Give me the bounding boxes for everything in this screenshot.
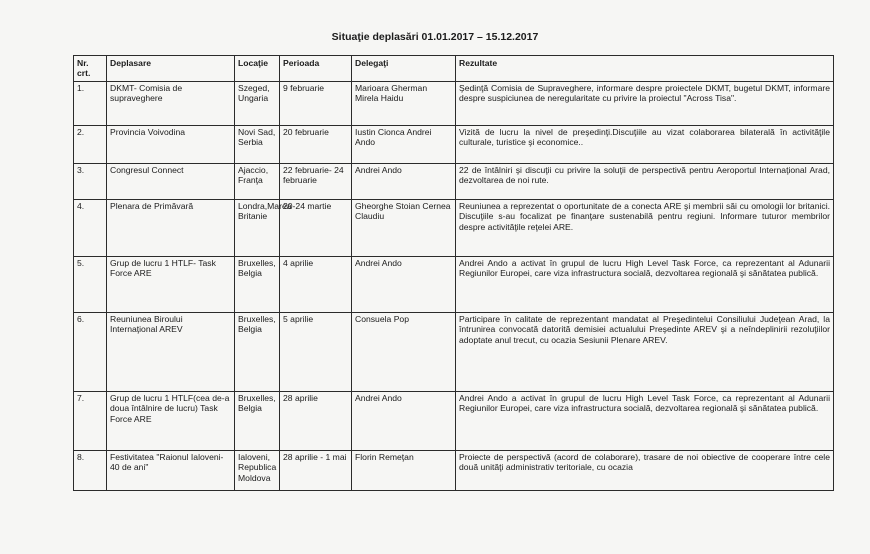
cell-rezultate: Reuniunea a reprezentat o oportunitate de a conecta ARE şi membrii săi cu omologii lor britanici. Discuţiile s-au focalizat pe finanţare sustenabilă pentru regiuni. Informare tuturor membrilor despre activităţile reţelei ARE. bbox=[456, 199, 834, 256]
cell-deplasare: Grup de lucru 1 HTLF(cea de-a doua întâlnire de lucru) Task Force ARE bbox=[107, 391, 235, 450]
table-row bbox=[74, 199, 834, 256]
cell-delegati: Andrei Ando bbox=[352, 391, 456, 450]
cell-rezultate: 22 de întâlniri şi discuţii cu privire la soluţii de perspectivă pentru Aeroportul Internaţional Arad, dezvoltarea de noi rute. bbox=[456, 163, 834, 199]
cell-locatie: Szeged, Ungaria bbox=[235, 81, 280, 125]
cell-nr: 1. bbox=[74, 81, 107, 125]
cell-delegati: Marioara Gherman Mirela Haidu bbox=[352, 81, 456, 125]
header-deplasare: Deplasare bbox=[107, 56, 235, 82]
cell-deplasare: Plenara de Primăvară bbox=[107, 199, 235, 256]
cell-perioada: 5 aprilie bbox=[280, 312, 352, 391]
table-row bbox=[74, 450, 834, 490]
cell-deplasare: Grup de lucru 1 HTLF- Task Force ARE bbox=[107, 256, 235, 312]
cell-deplasare: Festivitatea "Raionul Ialoveni- 40 de ani" bbox=[107, 450, 235, 490]
cell-locatie: Ajaccio, Franţa bbox=[235, 163, 280, 199]
cell-locatie: Bruxelles, Belgia bbox=[235, 256, 280, 312]
cell-perioada: 22 februarie- 24 februarie bbox=[280, 163, 352, 199]
cell-deplasare: Congresul Connect bbox=[107, 163, 235, 199]
table-row bbox=[74, 81, 834, 125]
cell-deplasare: DKMT- Comisia de supraveghere bbox=[107, 81, 235, 125]
cell-delegati: Florin Remeţan bbox=[352, 450, 456, 490]
cell-rezultate: Vizită de lucru la nivel de preşedinţi.Discuţiile au vizat colaborarea bilaterală în activităţile culturale, turistice şi economice.. bbox=[456, 125, 834, 163]
cell-nr: 2. bbox=[74, 125, 107, 163]
cell-delegati: Iustin Cionca Andrei Ando bbox=[352, 125, 456, 163]
cell-locatie: Bruxelles, Belgia bbox=[235, 312, 280, 391]
cell-perioada: 28 aprilie - 1 mai bbox=[280, 450, 352, 490]
cell-locatie: Londra,Marea Britanie bbox=[235, 199, 280, 256]
cell-rezultate: Participare în calitate de reprezentant mandatat al Preşedintelui Consiliului Judeţean Arad, la întrunirea convocată datorită demisiei actualului Preşedinte AREV şi a neîndeplinirii rezoluţiilor adoptate anul trecut, cu ocazia Sesiunii Plenare AREV. bbox=[456, 312, 834, 391]
cell-delegati: Gheorghe Stoian Cernea Claudiu bbox=[352, 199, 456, 256]
cell-delegati: Consuela Pop bbox=[352, 312, 456, 391]
header-delegati: Delegaţi bbox=[352, 56, 456, 82]
cell-rezultate: Andrei Ando a activat în grupul de lucru High Level Task Force, ca reprezentant al Adunarii Regiunilor Europei, care viza infrastructura socială, dezvoltarea regională şi sănătatea publică. bbox=[456, 391, 834, 450]
cell-rezultate: Proiecte de perspectivă (acord de colaborare), trasare de noi obiective de cooperare între cele două unităţi administrativ teritoriale, cu ocazia bbox=[456, 450, 834, 490]
cell-deplasare: Provincia Voivodina bbox=[107, 125, 235, 163]
table-row bbox=[74, 256, 834, 312]
cell-deplasare: Reuniunea Biroului Internaţional AREV bbox=[107, 312, 235, 391]
cell-locatie: Novi Sad, Serbia bbox=[235, 125, 280, 163]
cell-nr: 8. bbox=[74, 450, 107, 490]
cell-delegati: Andrei Ando bbox=[352, 256, 456, 312]
cell-rezultate: Andrei Ando a activat în grupul de lucru High Level Task Force, ca reprezentant al Adunarii Regiunilor Europei, care viza infrastructura socială, dezvoltarea regională şi sănătatea publică. bbox=[456, 256, 834, 312]
cell-perioada: 20 februarie bbox=[280, 125, 352, 163]
header-nr: Nr. crt. bbox=[74, 56, 107, 82]
cell-perioada: 9 februarie bbox=[280, 81, 352, 125]
table-row bbox=[74, 391, 834, 450]
cell-locatie: Ialoveni, Republica Moldova bbox=[235, 450, 280, 490]
table-header-row bbox=[74, 56, 834, 82]
cell-perioada: 28 aprilie bbox=[280, 391, 352, 450]
cell-nr: 5. bbox=[74, 256, 107, 312]
header-rezultate: Rezultate bbox=[456, 56, 834, 82]
cell-perioada: 20-24 martie bbox=[280, 199, 352, 256]
trips-table bbox=[73, 55, 834, 491]
cell-perioada: 4 aprilie bbox=[280, 256, 352, 312]
cell-locatie: Bruxelles, Belgia bbox=[235, 391, 280, 450]
header-locatie: Locaţie bbox=[235, 56, 280, 82]
page-title: Situaţie deplasări 01.01.2017 – 15.12.2017 bbox=[331, 31, 539, 43]
cell-nr: 3. bbox=[74, 163, 107, 199]
cell-nr: 4. bbox=[74, 199, 107, 256]
cell-nr: 6. bbox=[74, 312, 107, 391]
cell-delegati: Andrei Ando bbox=[352, 163, 456, 199]
table-row bbox=[74, 163, 834, 199]
cell-nr: 7. bbox=[74, 391, 107, 450]
cell-rezultate: Şedinţă Comisia de Supraveghere, informare despre proiectele DKMT, bugetul DKMT, informare despre suspiciunea de neregularitate cu privire la proiectul "Across Tisa". bbox=[456, 81, 834, 125]
header-perioada: Perioada bbox=[280, 56, 352, 82]
table-row bbox=[74, 125, 834, 163]
table-row bbox=[74, 312, 834, 391]
